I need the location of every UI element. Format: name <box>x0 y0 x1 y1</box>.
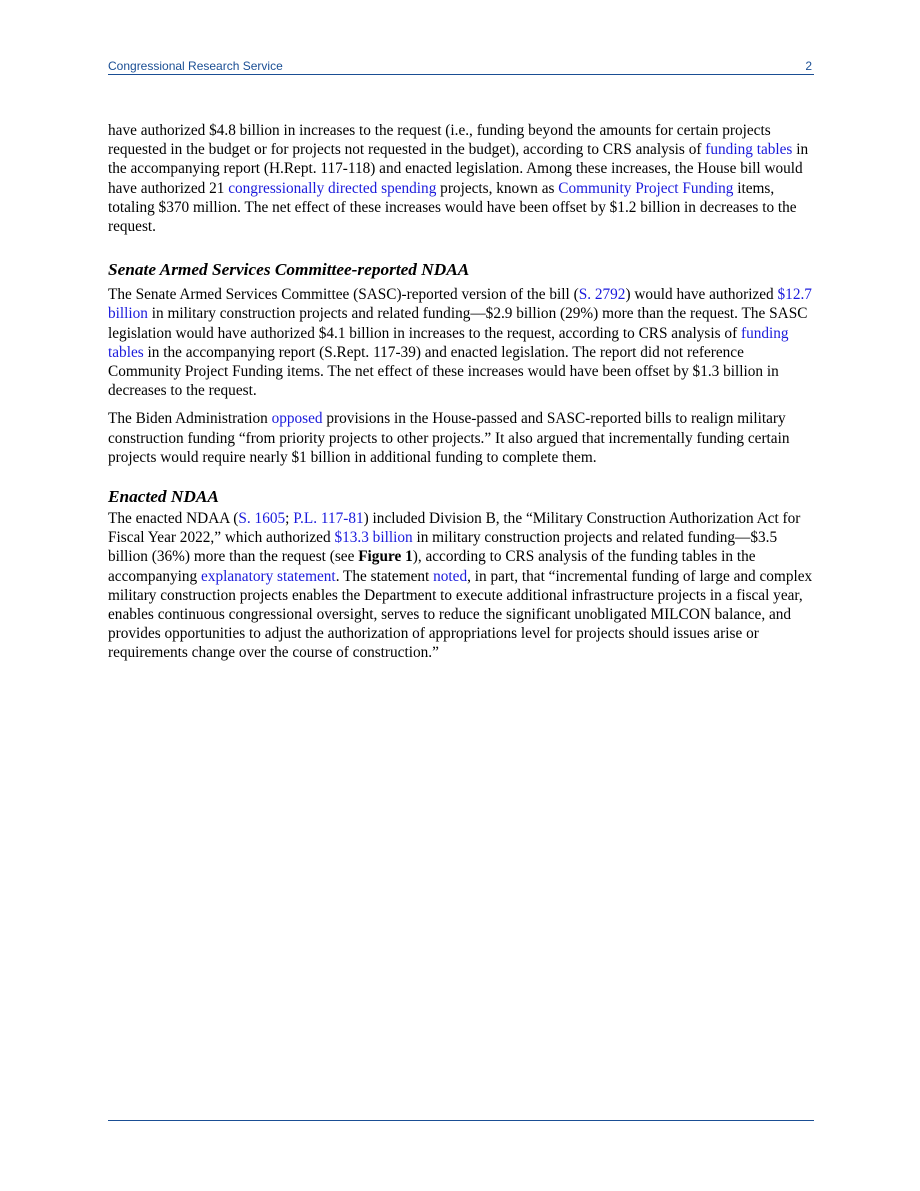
paragraph-enacted: The enacted NDAA (S. 1605; P.L. 117-81) included Division B, the “Military Construction Authorization Act for Fiscal Year 2022,” which authorized $13.3 billion in military construction projects and related funding—$3.5 billion (36%) more than the request (see Figure 1), according to CRS analysis of the funding tables in the accompanying explanatory statement. The statement noted, in part, that “incremental funding of large and complex military construction projects enables the Department to execute additional infrastructure projects in a fiscal year, enables continuous congressional oversight, serves to reduce the significant unobligated MILCON balance, and provides opportunities to adjust the authorization of appropriations level for projects should issues arise or requirements change over the course of construction.” <box>108 510 813 662</box>
paragraph-house-increases: have authorized $4.8 billion in increases to the request (i.e., funding beyond the amounts for certain projects requested in the budget or for projects not requested in the budget), according to CRS analysis of funding tables in the accompanying report (H.Rept. 117-118) and enacted legislation. Among these increases, the House bill would have authorized 21 congressionally directed spending projects, known as Community Project Funding items, totaling $370 million. The net effect of these increases would have been offset by $1.2 billion in decreases to the request. <box>108 122 809 236</box>
s-2792-link[interactable]: S. 2792 <box>578 286 626 304</box>
pl-117-81-link[interactable]: P.L. 117-81 <box>293 510 364 528</box>
funding-tables-link[interactable]: funding tables <box>705 141 793 159</box>
congressionally-directed-spending-link[interactable]: congressionally directed spending <box>228 179 437 197</box>
footer-divider <box>108 1120 814 1121</box>
sasc-amount-link[interactable]: $12.7 billion <box>108 286 812 323</box>
document-body <box>108 121 814 663</box>
section-heading-senate: Senate Armed Services Committee-reported NDAA <box>108 260 470 280</box>
page-header <box>108 57 814 75</box>
sasc-funding-tables-link[interactable]: funding tables <box>108 324 789 361</box>
page-number: 2 <box>805 59 812 73</box>
opposed-link[interactable]: opposed <box>271 410 323 428</box>
explanatory-statement-link[interactable]: explanatory statement <box>201 567 336 585</box>
paragraph-biden-administration: The Biden Administration opposed provisions in the House-passed and SASC-reported bills to realign military construction funding “from priority projects to other projects.” It also argued that incrementally funding certain projects would require nearly $1 billion in additional funding to complete them. <box>108 410 790 466</box>
community-project-funding-link[interactable]: Community Project Funding <box>558 179 734 197</box>
header-organization: Congressional Research Service <box>108 59 283 73</box>
noted-link[interactable]: noted <box>433 567 468 585</box>
figure-reference: Figure 1 <box>358 548 413 566</box>
enacted-amount-link[interactable]: $13.3 billion <box>334 529 413 547</box>
section-heading-enacted: Enacted NDAA <box>108 487 219 507</box>
paragraph-sasc: The Senate Armed Services Committee (SASC)-reported version of the bill (S. 2792) would have authorized $12.7 billion in military construction projects and related funding—$2.9 billion (29%) more than the request. The SASC legislation would have authorized $4.1 billion in increases to the request, according to CRS analysis of funding tables in the accompanying report (S.Rept. 117-39) and enacted legislation. The report did not reference Community Project Funding items. The net effect of these increases would have been offset by $1.3 billion in decreases to the request. <box>108 286 812 400</box>
s-1605-link[interactable]: S. 1605 <box>238 510 286 528</box>
